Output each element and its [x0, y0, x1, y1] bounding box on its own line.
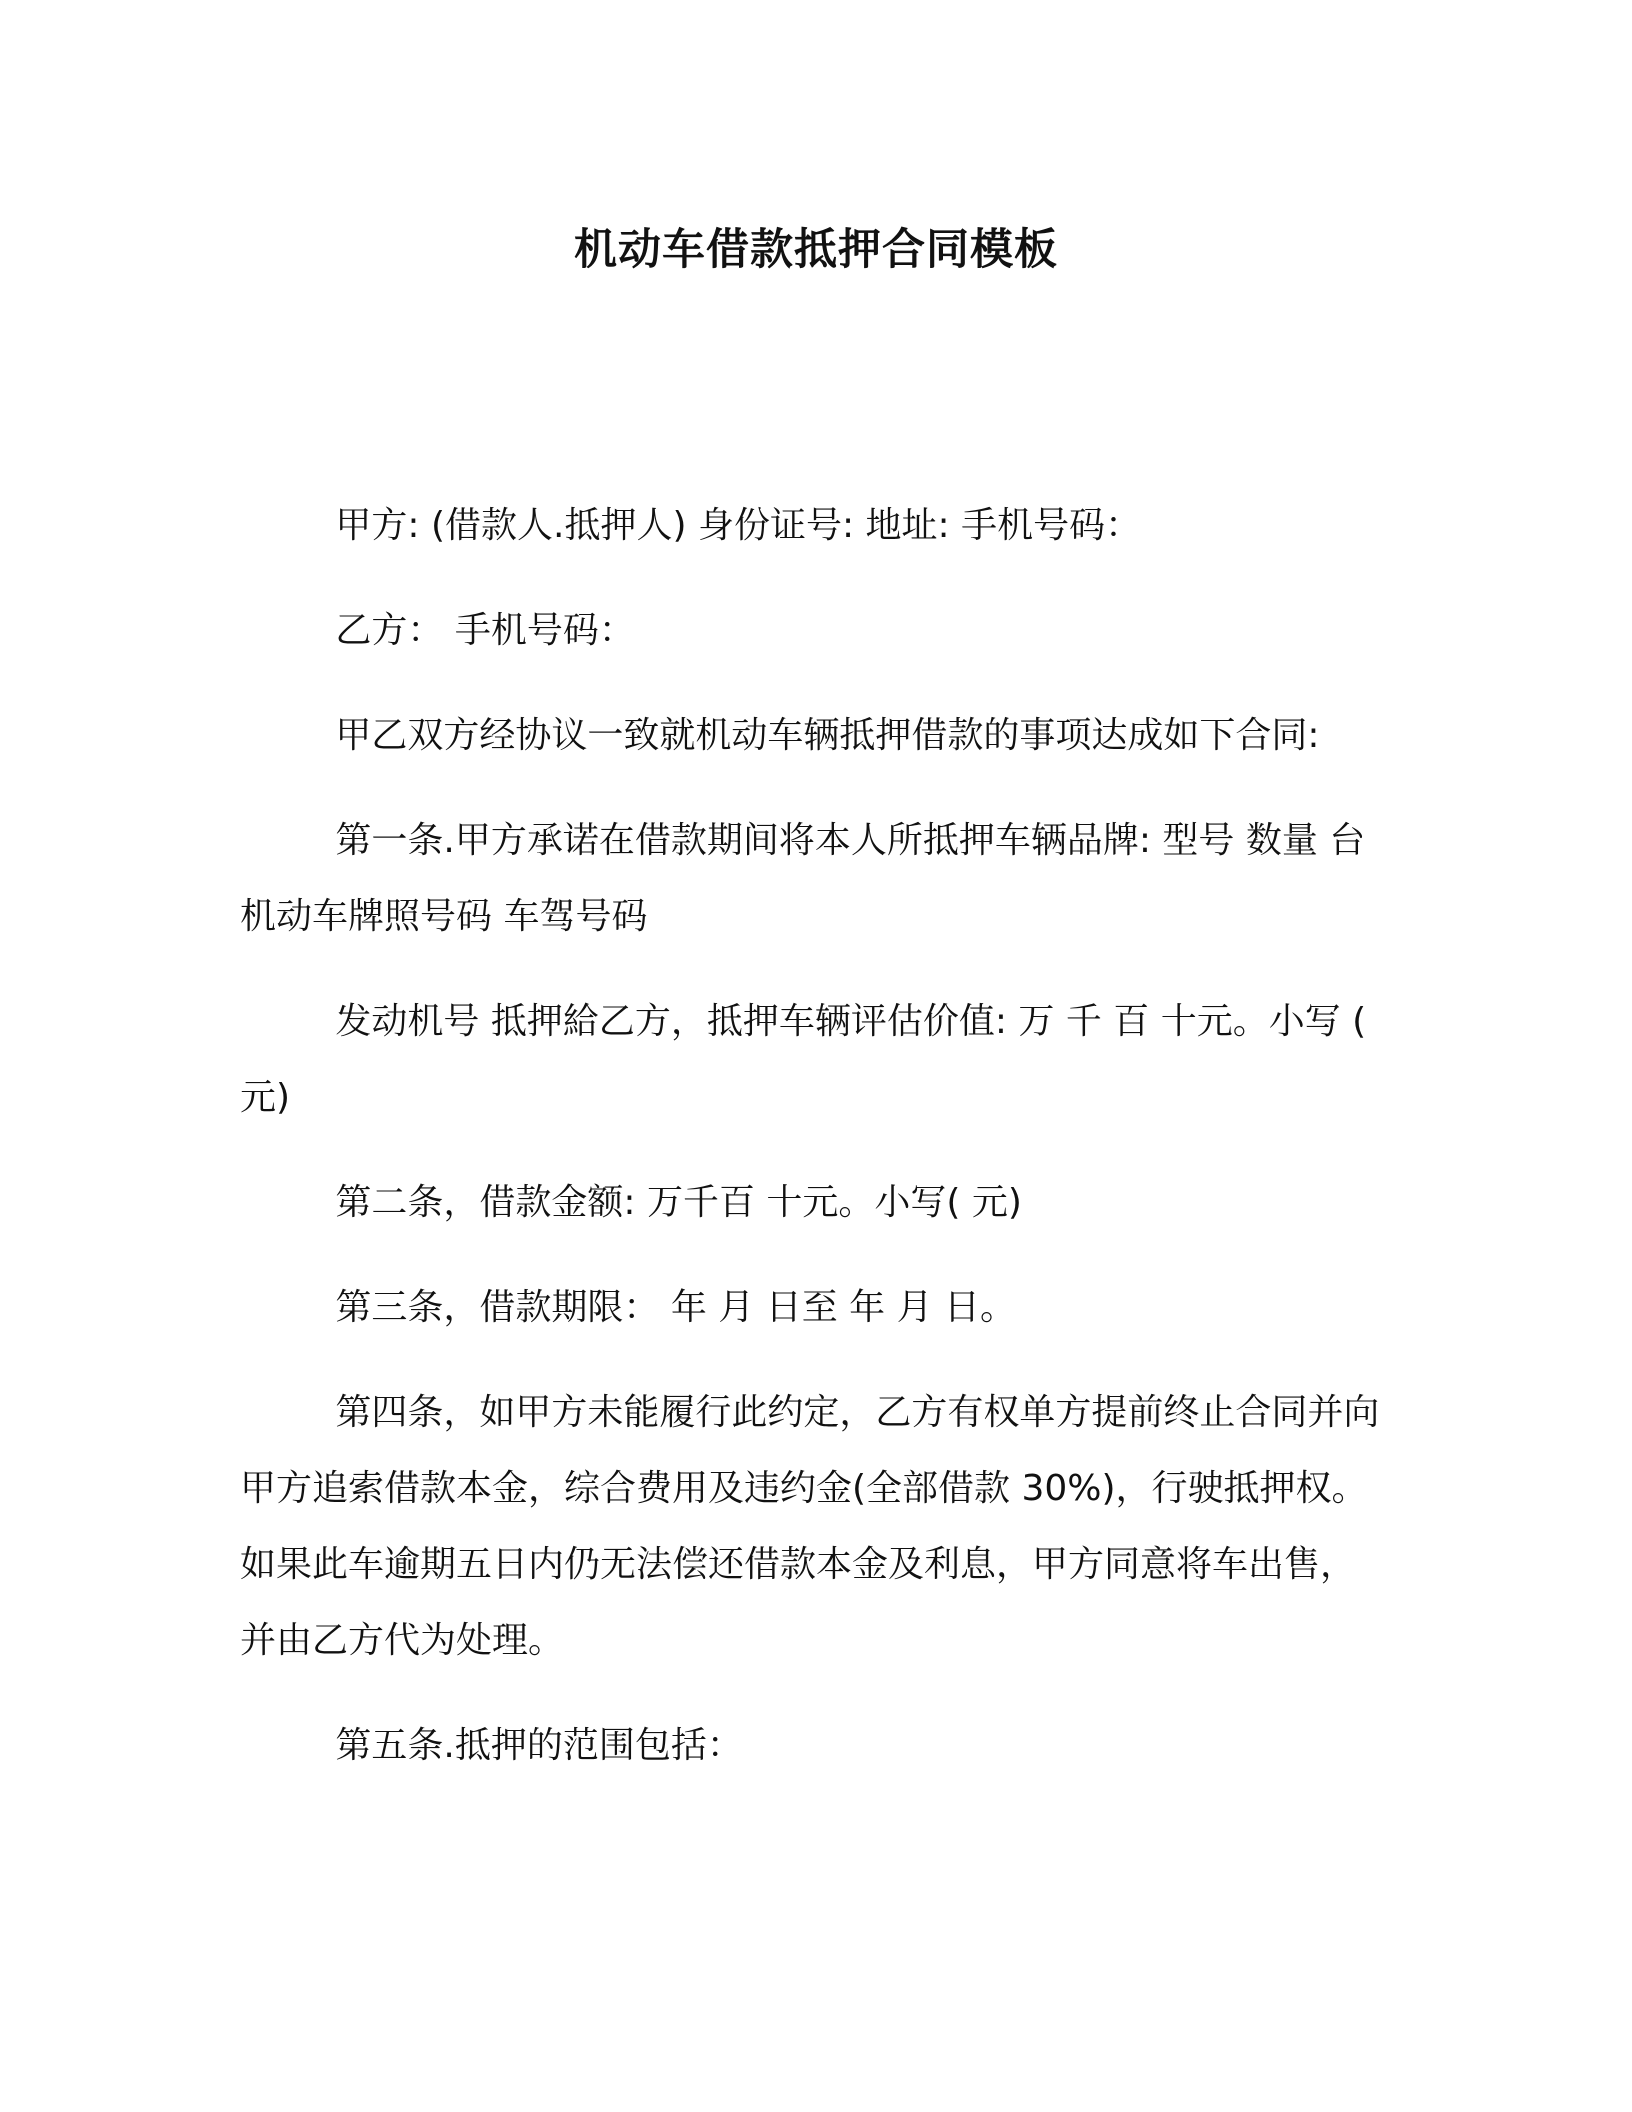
document-title: 机动车借款抵押合同模板	[574, 225, 1058, 275]
article-1: 第一条.甲方承诺在借款期间将本人所抵押车辆品牌: 型号 数量 台 机动车牌照号码 车驾号码	[240, 820, 1366, 937]
article-5: 第五条.抵押的范围包括：	[335, 1725, 743, 1766]
document-body	[240, 488, 1380, 1813]
agreement-intro: 甲乙双方经协议一致就机动车辆抵押借款的事项达成如下合同:	[335, 715, 1320, 756]
party-b-line: 乙方： 手机号码：	[335, 610, 635, 651]
article-4: 第四条，如甲方未能履行此约定，乙方有权单方提前终止合同并向甲方追索借款本金，综合费用及违约金(全部借款 30%)，行驶抵押权。如果此车逾期五日内仍无法偿还借款本金及利息，甲方同意将车出售，并由乙方代为处理。	[240, 1392, 1380, 1661]
party-a-line: 甲方: (借款人.抵押人) 身份证号: 地址: 手机号码：	[335, 505, 1142, 546]
article-2: 第二条，借款金额: 万千百 十元。小写( 元)	[335, 1182, 1022, 1223]
article-3: 第三条，借款期限： 年 月 日至 年 月 日。	[335, 1287, 1017, 1328]
article-1-continued: 发动机号 抵押給乙方，抵押车辆评估价值: 万 千 百 十元。小写 ( 元)	[240, 1001, 1367, 1118]
